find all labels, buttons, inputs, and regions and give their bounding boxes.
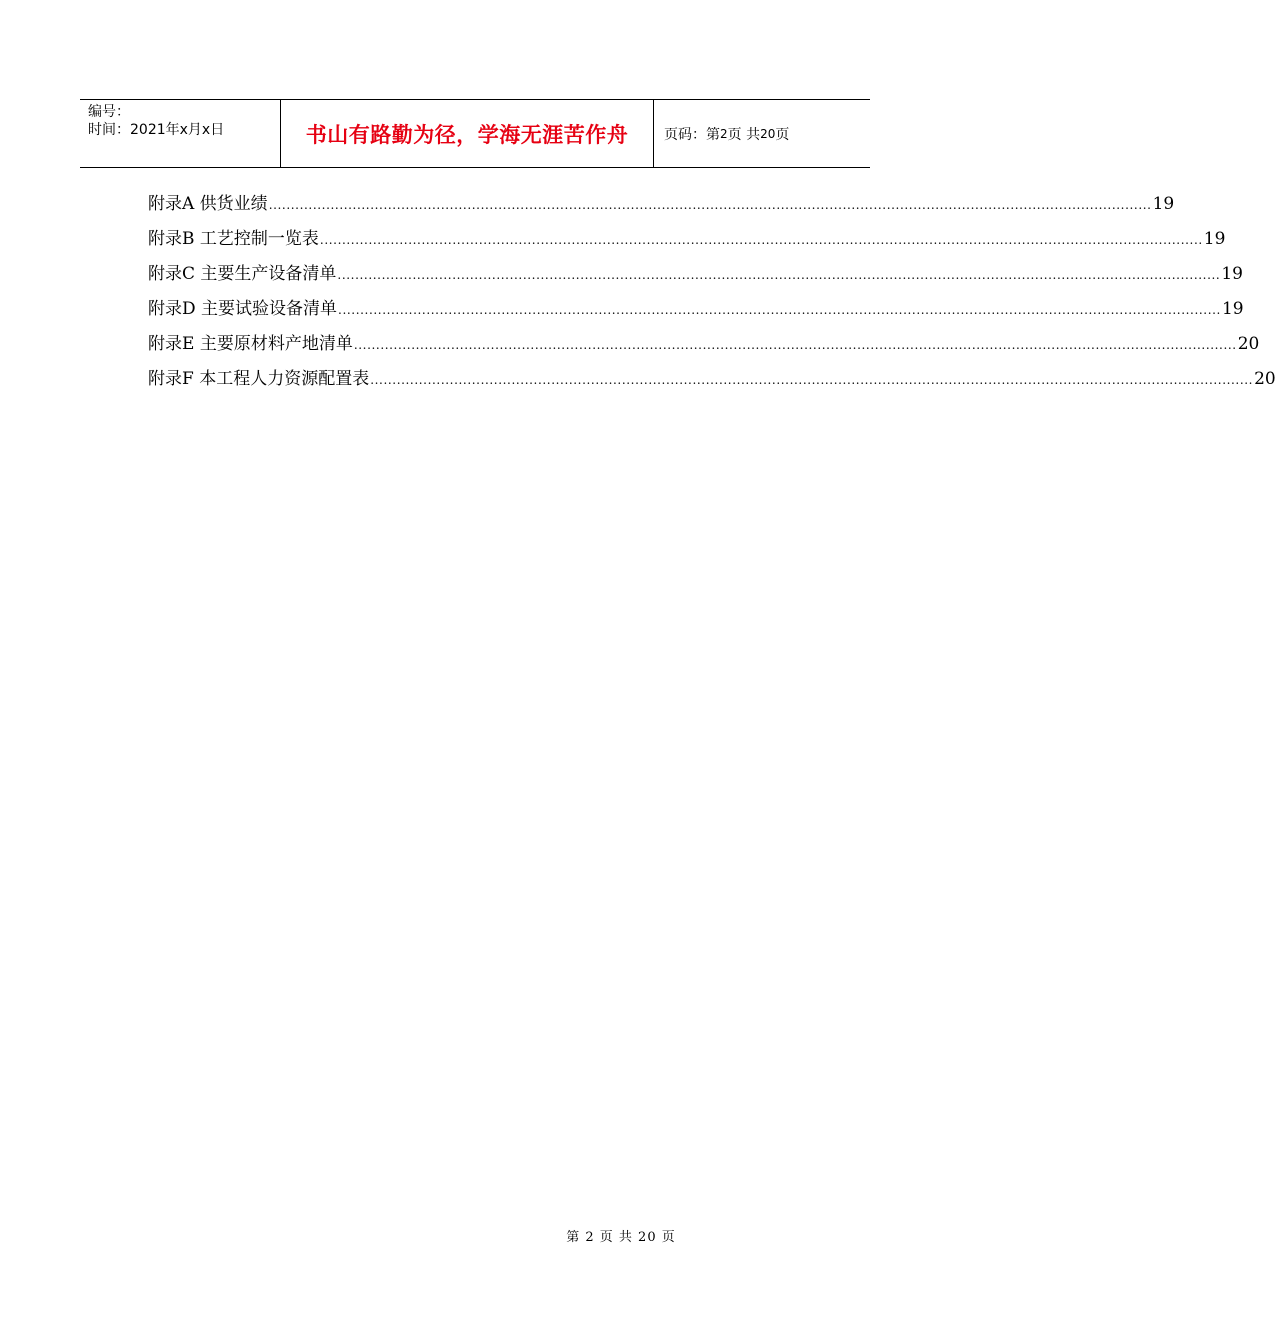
toc-entry-page: 20 bbox=[1237, 334, 1260, 354]
page-total: 20 bbox=[760, 126, 776, 141]
date-label: 时间：2021年x月x日 bbox=[88, 122, 225, 138]
header-page-cell bbox=[654, 100, 870, 167]
toc-leader-dots: ........................................................................................................................................................................................................ bbox=[337, 268, 1221, 282]
header-info-cell bbox=[80, 100, 281, 167]
toc-entry-title: 附录E 主要原材料产地清单 bbox=[148, 334, 353, 354]
page-current: 2 bbox=[720, 126, 728, 141]
toc-entry[interactable] bbox=[148, 192, 1175, 227]
page-footer bbox=[0, 1226, 950, 1245]
toc-entry-title: 附录D 主要试验设备清单 bbox=[148, 299, 338, 319]
toc-entry[interactable] bbox=[148, 332, 1260, 367]
toc-entry[interactable] bbox=[148, 262, 1243, 297]
document-header bbox=[80, 99, 870, 168]
toc-entry-page: 19 bbox=[1221, 264, 1243, 284]
toc-entry[interactable] bbox=[148, 367, 1276, 402]
serial-number-label: 编号： bbox=[88, 104, 130, 120]
toc-entry-title: 附录C 主要生产设备清单 bbox=[148, 264, 337, 284]
footer-page-number: 第 2 页 共 20 页 bbox=[566, 1230, 676, 1245]
header-motto-cell bbox=[281, 100, 654, 167]
toc-entry-title: 附录B 工艺控制一览表 bbox=[148, 229, 319, 249]
table-of-contents bbox=[148, 192, 1276, 402]
toc-leader-dots: ........................................................................................................................................................................................................ bbox=[338, 303, 1221, 317]
toc-leader-dots: ........................................................................................................................................................................................................ bbox=[353, 338, 1237, 352]
toc-entry-page: 20 bbox=[1254, 369, 1276, 389]
toc-entry[interactable] bbox=[148, 297, 1244, 332]
toc-entry[interactable] bbox=[148, 227, 1226, 262]
toc-leader-dots: ........................................................................................................................................................................................................ bbox=[268, 198, 1152, 212]
toc-entry-page: 19 bbox=[1203, 229, 1226, 249]
toc-entry-page: 19 bbox=[1221, 299, 1244, 319]
toc-entry-title: 附录F 本工程人力资源配置表 bbox=[148, 369, 370, 389]
page-mid-label: 页 共 bbox=[727, 126, 761, 143]
page-label: 页码：第 bbox=[664, 126, 720, 143]
motto-text: 书山有路勤为径，学海无涯苦作舟 bbox=[305, 122, 629, 147]
toc-entry-page: 19 bbox=[1152, 194, 1175, 214]
page-end-label: 页 bbox=[775, 126, 790, 143]
toc-entry-title: 附录A 供货业绩 bbox=[148, 194, 268, 214]
toc-leader-dots: ........................................................................................................................................................................................................ bbox=[370, 373, 1254, 387]
toc-leader-dots: ........................................................................................................................................................................................................ bbox=[319, 233, 1203, 247]
